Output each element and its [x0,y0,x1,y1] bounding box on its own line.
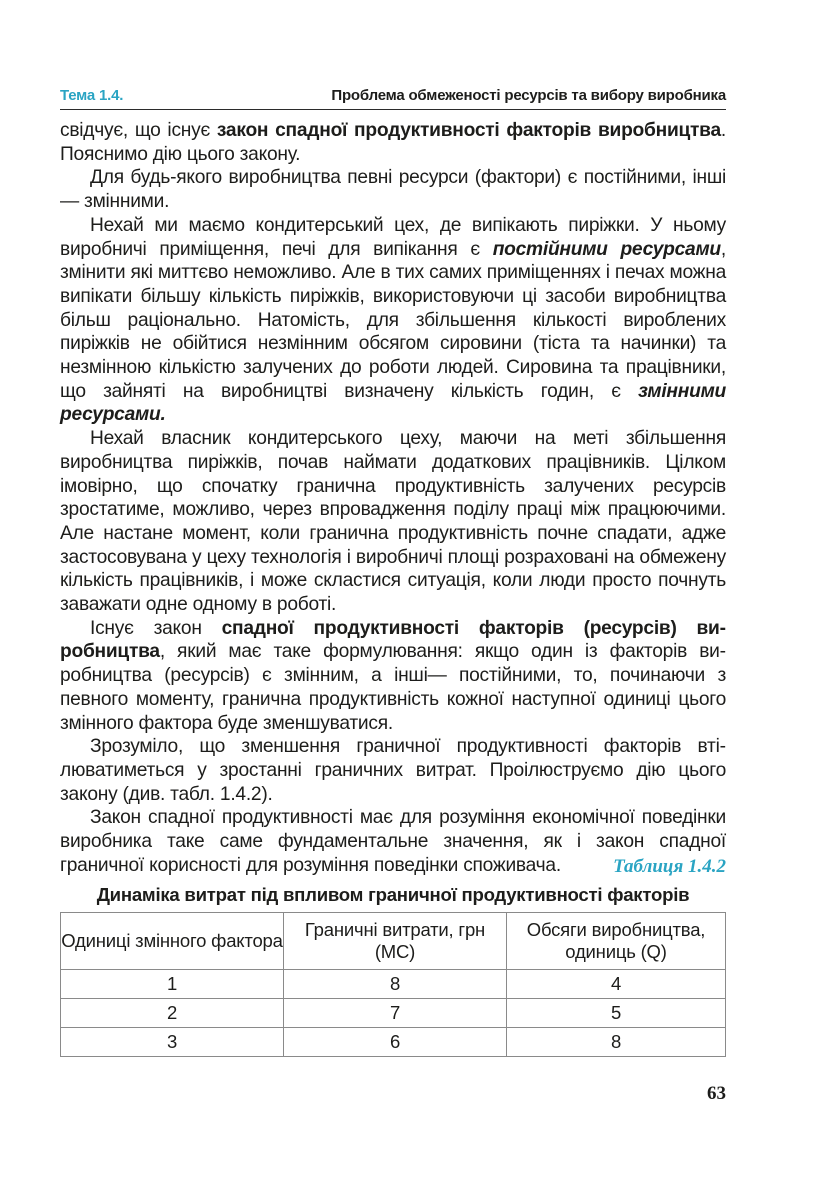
cell-q: 8 [507,1028,726,1057]
cell-units: 3 [61,1028,284,1057]
bold-term: спадної продуктивності факторів (ресурсів) виробництва [60,617,726,663]
cell-mc: 6 [284,1028,507,1057]
paragraph-3 [60,214,726,427]
table-row [61,999,726,1028]
paragraph-6 [60,735,726,806]
cell-units: 2 [61,999,284,1028]
bold-italic-term: змінними ресурсами. [60,380,726,426]
paragraph-2 [60,166,726,213]
header-divider [60,109,726,110]
text-run: Нехай власник кондитерського цеху, маючи на меті збільшення виробництва пиріжків, почав наймати додаткових працівників. Цілком імовірно, що спочатку гранична продуктивність залучених ресурсів зростатиме, можливо, через впровадження поділу праці між працюючими. Але настане момент, коли гранична продуктивність почне спадати, адже застосовувана у цеху технологія і виробничі площі розраховані на обмежену кількість працівників, і може скластися ситуація, коли люди просто почнуть заважати одне одному в роботі. [60,428,726,616]
cell-units: 1 [61,970,284,999]
cell-mc: 7 [284,999,507,1028]
text-run: Закон спадної продуктивності має для розуміння економічної поведінки виробника таке саме фундаментальне значення, як і закон спадної граничної корисності для розуміння поведінки споживача. [60,807,726,876]
running-header [60,87,726,104]
text-run: . Пояснимо дію цього закону. [60,120,726,165]
page-number: 63 [707,1083,726,1104]
body-text [60,119,726,878]
cell-q: 5 [507,999,726,1028]
data-table [60,912,726,1057]
header-units: Одиниці змінного фактора [61,913,284,970]
text-run: Зрозуміло, що зменшення граничної продуктивності факторів втілюватиметься у зростанні граничних витрат. Проілюструємо дію цього закону (див. табл. 1.4.2). [60,736,726,805]
text-run: Нехай ми маємо кондитерський цех, де випікають пиріжки. У ньому виробничі приміщення, печі для випікання є [60,214,726,260]
table-row [61,970,726,999]
text-run: Для будь-якого виробництва певні ресурси (фактори) є постійними, інші — змінними. [60,167,726,213]
chapter-title: Проблема обмеженості ресурсів та вибору виробника [331,87,726,104]
bold-italic-term: постійними ресурсами [492,238,721,260]
paragraph-1 [60,119,726,166]
cell-mc: 8 [284,970,507,999]
text-run: Існує закон [90,617,222,639]
table-header-row [61,913,726,970]
table-row [61,1028,726,1057]
text-run: , змінити які миттєво неможливо. Але в тих самих приміщеннях і печах можна випікати більшу кількість пиріжків, використовуючи ці засоби виробництва більш раціонально. Натомість, для збільшення кількості вироблених пиріжків не обійтися незмінним обсягом сировини (тіста та начинки) та незмінною кількістю залучених до роботи людей. Сировина та працівники, що зайняті на виробництві визначену кількість годин, є [60,238,726,402]
text-run: , який має таке формулювання: якщо один із факторів виробництва (ресурсів) є змінним, а інші— постійними, то, починаючи з певного моменту, гранична продуктивність кожної наступної одиниці цього змінного фактора буде зменшуватися. [60,641,726,734]
header-mc: Граничні витрати, грн (MC) [284,913,507,970]
text-run: свідчує, що існує [60,120,217,141]
cell-q: 4 [507,970,726,999]
table-caption: Таблиця 1.4.2 [613,856,726,877]
paragraph-5 [60,617,726,736]
bold-term: закон спадної продуктивності факторів виробництва [216,120,721,141]
paragraph-4 [60,427,726,617]
topic-label: Тема 1.4. [60,87,124,104]
header-q: Обсяги виробництва, одиниць (Q) [507,913,726,970]
table-title: Динаміка витрат під впливом граничної продуктивності факторів [96,884,690,905]
